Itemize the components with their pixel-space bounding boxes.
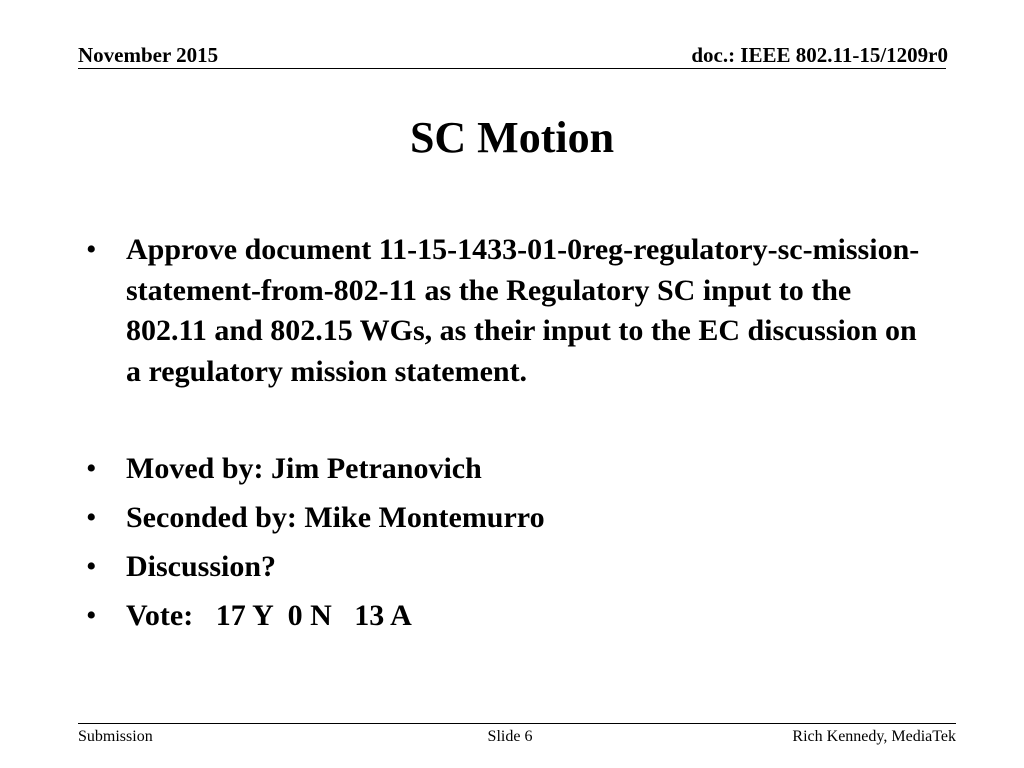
bullet-icon: • — [86, 452, 97, 485]
footer-divider — [78, 723, 956, 724]
bullet-item-vote — [86, 596, 926, 637]
header-date: November 2015 — [78, 43, 219, 67]
bullet-list — [86, 230, 926, 637]
bullet-icon: • — [86, 501, 97, 534]
bullet-text: Seconded by: Mike Montemurro — [126, 501, 545, 534]
footer-author: Rich Kennedy, MediaTek — [792, 728, 956, 745]
bullet-item-moved-by — [86, 449, 926, 490]
bullet-icon: • — [86, 233, 97, 266]
header-doc-id: doc.: IEEE 802.11-15/1209r0 — [691, 43, 948, 67]
bullet-text: Vote: 17 Y 0 N 13 A — [126, 599, 412, 632]
bullet-text: Discussion? — [126, 550, 277, 583]
bullet-text: Moved by: Jim Petranovich — [126, 452, 482, 485]
bullet-item-seconded-by — [86, 498, 926, 539]
footer-slide-number: Slide 6 — [487, 728, 533, 745]
footer-submission: Submission — [78, 728, 153, 745]
bullet-icon: • — [86, 599, 97, 632]
bullet-item-discussion — [86, 547, 926, 588]
bullet-text: Approve document 11-15-1433-01-0reg-regulatory-sc-mission-statement-from-802-11 as the Regulatory SC input to the 802.11 and 802.15 WGs, as their input to the EC discussion on a regulatory mission statement. — [126, 233, 920, 388]
header-divider — [78, 68, 946, 69]
bullet-item-motion — [86, 230, 926, 392]
slide-title: SC Motion — [409, 113, 615, 162]
bullet-icon: • — [86, 550, 97, 583]
